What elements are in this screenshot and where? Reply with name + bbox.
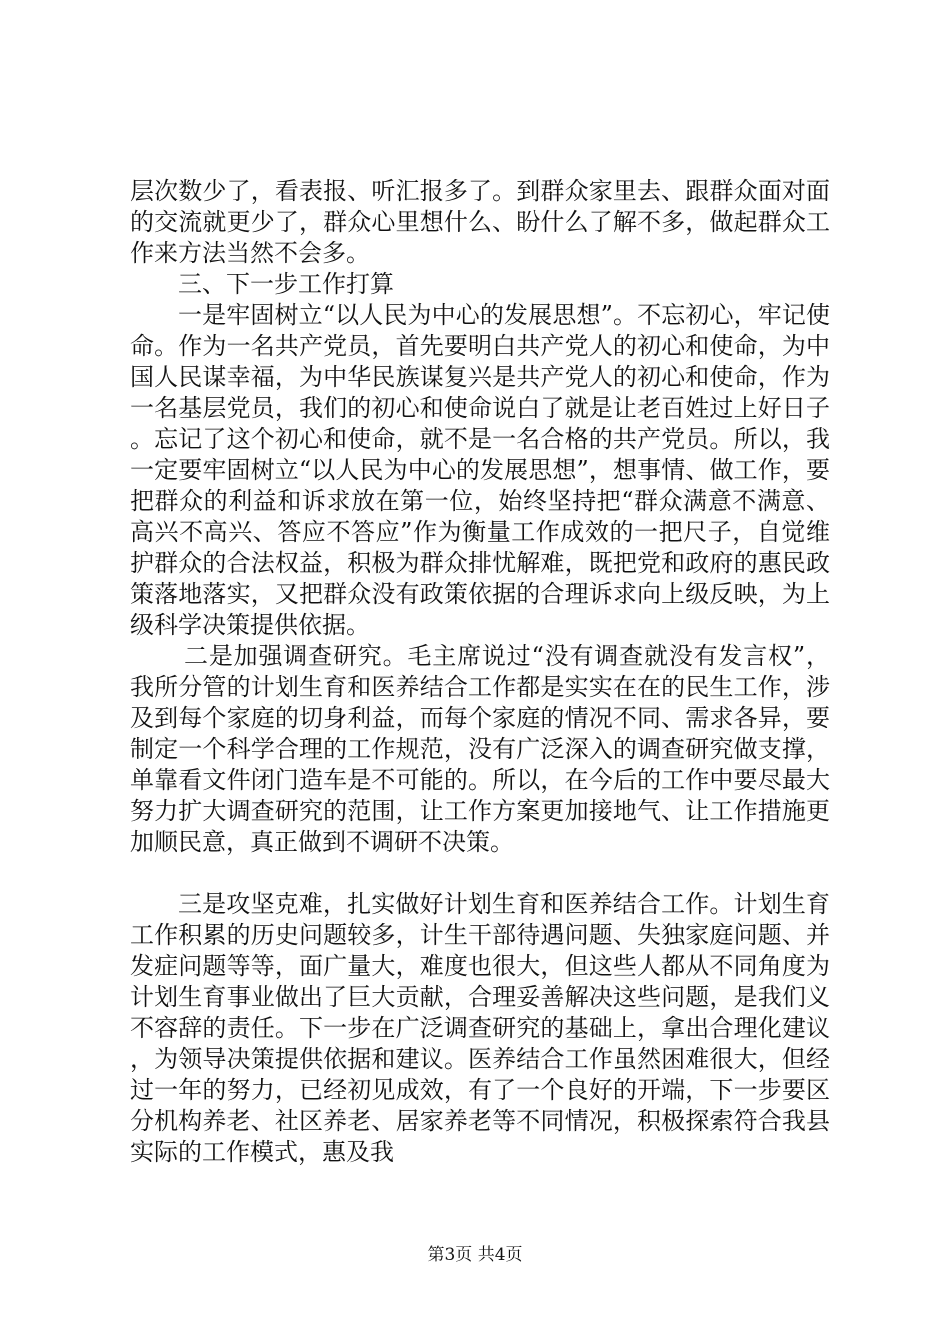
paragraph-point-three: 三是攻坚克难，扎实做好计划生育和医养结合工作。计划生育工作积累的历史问题较多，计生干部待遇问题、失独家庭问题、并发症问题等等，面广量大，难度也很大，但这些人都从不同角度为计划生育事业做出了巨大贡献，合理妥善解决这些问题，是我们义不容辞的责任。下一步在广泛调查研究的基础上，拿出合理化建议，为领导决策提供依据和建议。医养结合工作虽然困难很大，但经过一年的努力，已经初见成效，有了一个良好的开端，下一步要区分机构养老、社区养老、居家养老等不同情况，积极探索符合我县实际的工作模式，惠及我 [130, 890, 830, 1166]
paragraph-continued: 层次数少了，看表报、听汇报多了。到群众家里去、跟群众面对面的交流就更少了，群众心里想什么、盼什么了解不多，做起群众工作来方法当然不会多。 [130, 177, 830, 267]
paragraph-point-two: 二是加强调查研究。毛主席说过“没有调查就没有发言权”，我所分管的计划生育和医养结合工作都是实实在在的民生工作，涉及到每个家庭的切身利益，而每个家庭的情况不同、需求各异，要制定一个科学合理的工作规范，没有广泛深入的调查研究做支撑，单靠看文件闭门造车是不可能的。所以，在今后的工作中要尽最大努力扩大调查研究的范围，让工作方案更加接地气、让工作措施更加顺民意，真正做到不调研不决策。 [130, 642, 830, 856]
paragraph-point-one: 一是牢固树立“以人民为中心的发展思想”。不忘初心，牢记使命。作为一名共产党员，首先要明白共产党人的初心和使命，为中国人民谋幸福，为中华民族谋复兴是共产党人的初心和使命，作为一名基层党员，我们的初心和使命说白了就是让老百姓过上好日子。忘记了这个初心和使命，就不是一名合格的共产党员。所以，我一定要牢固树立“以人民为中心的发展思想”，想事情、做工作，要把群众的利益和诉求放在第一位，始终坚持把“群众满意不满意、高兴不高兴、答应不答应”作为衡量工作成效的一把尺子，自觉维护群众的合法权益，积极为群众排忧解难，既把党和政府的惠民政策落地落实，又把群众没有政策依据的合理诉求向上级反映，为上级科学决策提供依据。 [130, 301, 830, 639]
page-number-footer: 第3页 共4页 [427, 1245, 523, 1265]
section-heading-next-steps: 三、下一步工作打算 [178, 270, 394, 298]
document-body [130, 176, 830, 1168]
